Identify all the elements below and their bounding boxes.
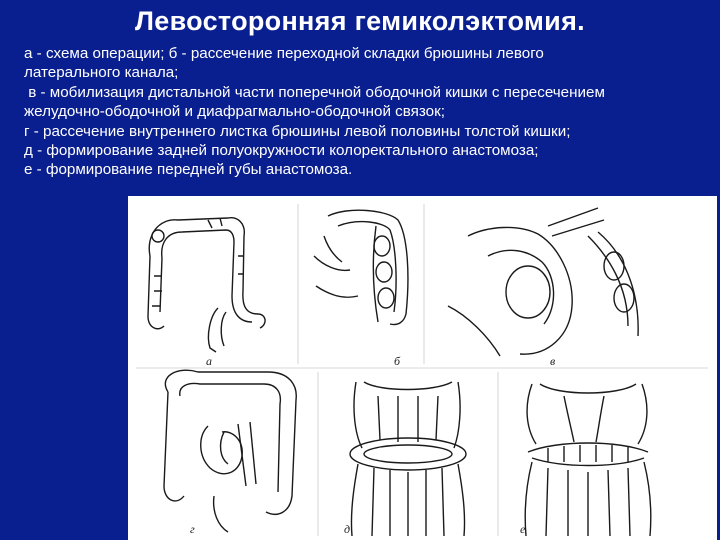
caption-line: желудочно-ободочной и диафрагмально-ободочной связок; (24, 103, 445, 121)
slide-caption (24, 44, 718, 180)
surgery-illustration (128, 196, 717, 540)
panel-c-drawing (448, 208, 638, 356)
panel-e-drawing (525, 384, 651, 536)
panel-label-a: а (206, 354, 212, 368)
caption-line: е - формирование передней губы анастомоза. (24, 161, 353, 179)
surgery-drawings (128, 196, 717, 540)
panel-label-e: е (520, 522, 526, 536)
panel-g-drawing (164, 370, 296, 532)
panel-d-drawing (350, 382, 466, 536)
panel-label-b: б (394, 354, 401, 368)
panel-label-c: в (550, 354, 556, 368)
slide-title: Левосторонняя гемиколэктомия. (135, 6, 585, 36)
panel-label-d: д (344, 522, 351, 536)
caption-line: д - формирование задней полуокружности колоректального анастомоза; (24, 142, 539, 160)
panel-a-drawing (148, 218, 265, 352)
panel-b-drawing (314, 210, 408, 324)
caption-line: а - схема операции; б - рассечение переходной складки брюшины левого (24, 45, 544, 62)
panel-label-g: г (190, 522, 195, 536)
caption-line: в - мобилизация дистальной части поперечной ободочной кишки с пересечением (24, 83, 605, 101)
caption-line: латерального канала; (24, 64, 179, 82)
caption-line: г - рассечение внутреннего листка брюшины левой половины толстой кишки; (24, 122, 571, 140)
